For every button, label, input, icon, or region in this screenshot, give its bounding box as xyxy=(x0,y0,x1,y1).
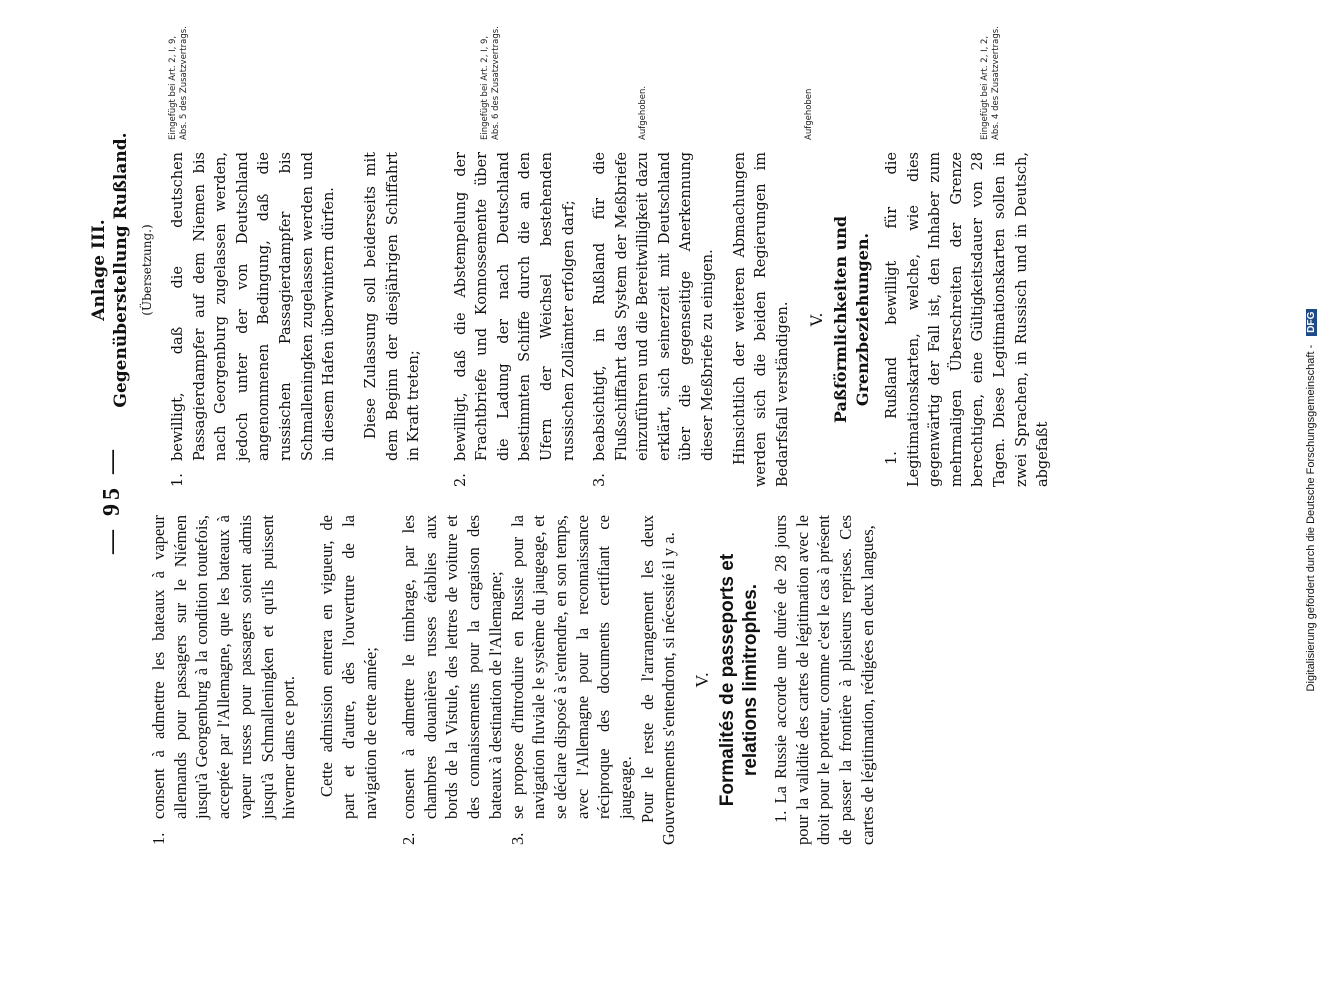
fr-item-1-text: consent à admettre les bateaux à vapeur allemands pour passagers sur le Niémen jusqu'à Georgenburg à la condition toutefois, acceptée par l'Allemagne, que les bateaux à vapeur russes pour passagers soient admis jusqu'à Schmalleningken et qu'ils puissent hiverner dans ce port. xyxy=(149,515,299,819)
annex-title: Anlage III. xyxy=(89,219,109,321)
de-item-1-number: 1. xyxy=(170,473,186,487)
de-section-number: V. xyxy=(807,312,827,327)
margin-note-3: Aufgehoben. xyxy=(638,85,648,140)
dfg-logo: DFG xyxy=(1306,309,1317,336)
fr-item-2 xyxy=(398,515,507,845)
de-item-3-number: 3. xyxy=(592,473,609,487)
translation-note: (Übersetzung.) xyxy=(140,224,154,316)
fr-reste-paragraph: Pour le reste de l'arrangement les deux Gouvernements s'entendront, si nécessité il y a. xyxy=(637,515,679,845)
fr-item-3-text: se propose d'introduire en Russie pour la navigation fluviale le système du jaugeage, et se déclare disposé à s'entendre, en son temps, avec l'Allemagne pour la reconnaissance réciproque des documents certifiant ce jaugeage. xyxy=(507,515,636,819)
margin-note-1: Eingefügt bei Art. 2, I, 9, Abs. 5 des Zusatzvertrags. xyxy=(168,26,189,140)
annex-subtitle: Gegenüberstellung Rußland. xyxy=(111,132,131,408)
fr-item-3 xyxy=(507,515,637,845)
de-item-3-text: beabsichtigt, in Rußland für die Flußschiffahrt das System der Meßbriefe einzuführen und die Bereitwilligkeit dazu erklärt, sich seinerzeit mit Deutschland über die gegenseitige Anerkennung dieser Meßbriefe zu einigen. xyxy=(592,152,717,461)
fr-item-1-number: 1. xyxy=(149,832,168,845)
de-item-2-number: 2. xyxy=(452,473,469,487)
digitization-credit xyxy=(1305,0,1317,1000)
french-column xyxy=(148,515,878,845)
fr-item-2-text: consent à admettre le timbrage, par les chambres douanières russes établies aux bords de la Vistule, des lettres de voiture et des connaissements pour la cargaison des bateaux à destination de l'Allemagne; xyxy=(399,515,505,819)
de-item-2 xyxy=(451,152,581,487)
margin-note-2: Eingefügt bei Art. 2, I, 9, Abs. 6 des Zusatzvertrags. xyxy=(480,26,501,140)
de-zulassung-paragraph: Diese Zulassung soll beiderseits mit dem Beginn der diesjährigen Schiffahrt in Kraft treten; xyxy=(363,152,423,461)
fr-item-1 xyxy=(148,515,300,845)
fr-item-3-number: 3. xyxy=(507,832,527,845)
margin-note-5: Eingefügt bei Art. 2, I, 2, Abs. 4 des Zusatzvertrags. xyxy=(980,26,1001,140)
annex-header xyxy=(88,60,156,480)
fr-section-title: Formalités de passeports et relations limitrophes. xyxy=(716,553,761,807)
fr-admission-paragraph: Cette admission entrera en vigueur, de part et d'autre, dès l'ouverture de la navigation de cette année; xyxy=(317,515,380,819)
page-number: — 95 — xyxy=(99,446,125,554)
de-item-1 xyxy=(168,152,341,487)
de-item-1-text: bewilligt, daß die deutschen Passagierdampfer auf dem Niemen bis nach Georgenburg zugelassen werden, jedoch unter der von Deutschland angenommenen Bedingung, daß die russischen Passagierdampfer bis Schmalleningken zugelassen werden und in diesem Hafen überwintern dürfen. xyxy=(170,152,338,461)
de-hinsichtlich-paragraph: Hinsichtlich der weiteren Abmachungen werden sich die beiden Regierungen im Bedarfsfall verständigen. xyxy=(731,152,791,487)
margin-note-4: Aufgehoben xyxy=(804,88,814,140)
german-column xyxy=(168,152,1055,487)
fr-section-v-item-1: 1. La Russie accorde une durée de 28 jours pour la validité des cartes de légitimation avec le droit pour le porteur, comme c'est le cas à présent de passer la frontière à plusieurs reprises. Ces cartes de légitimation, rédigées en deux langues, xyxy=(770,515,877,845)
de-item-2-text: bewilligt, daß die Abstempelung der Frachtbriefe und Konnossemente über die Ladung der nach Deutschland bestimmten Schiffe durch die an den Ufern der Weichsel bestehenden russischen Zollämter erfolgen darf; xyxy=(452,152,577,461)
fr-item-2-number: 2. xyxy=(399,832,419,845)
de-section-title: Paßförmlichkeiten und Grenzbeziehungen. xyxy=(831,215,873,424)
credit-text: Digitalisierung gefördert durch die Deutsche Forschungsgemeinschaft - xyxy=(1305,344,1317,692)
de-section-v-item-1: 1. Rußland bewilligt für die Legitimationskarten, welche, wie dies gegenwärtig der Fall ist, den Inhaber zum mehrmaligen Überschreiten der Grenze berechtigen, eine Gültigkeitsdauer von 28 Tagen. Diese Legitimationskarten sollen in zwei Sprachen, in Russisch und in Deutsch, abgefaßt xyxy=(884,152,1052,487)
fr-section-number: V. xyxy=(692,672,713,688)
de-item-3 xyxy=(590,152,720,487)
